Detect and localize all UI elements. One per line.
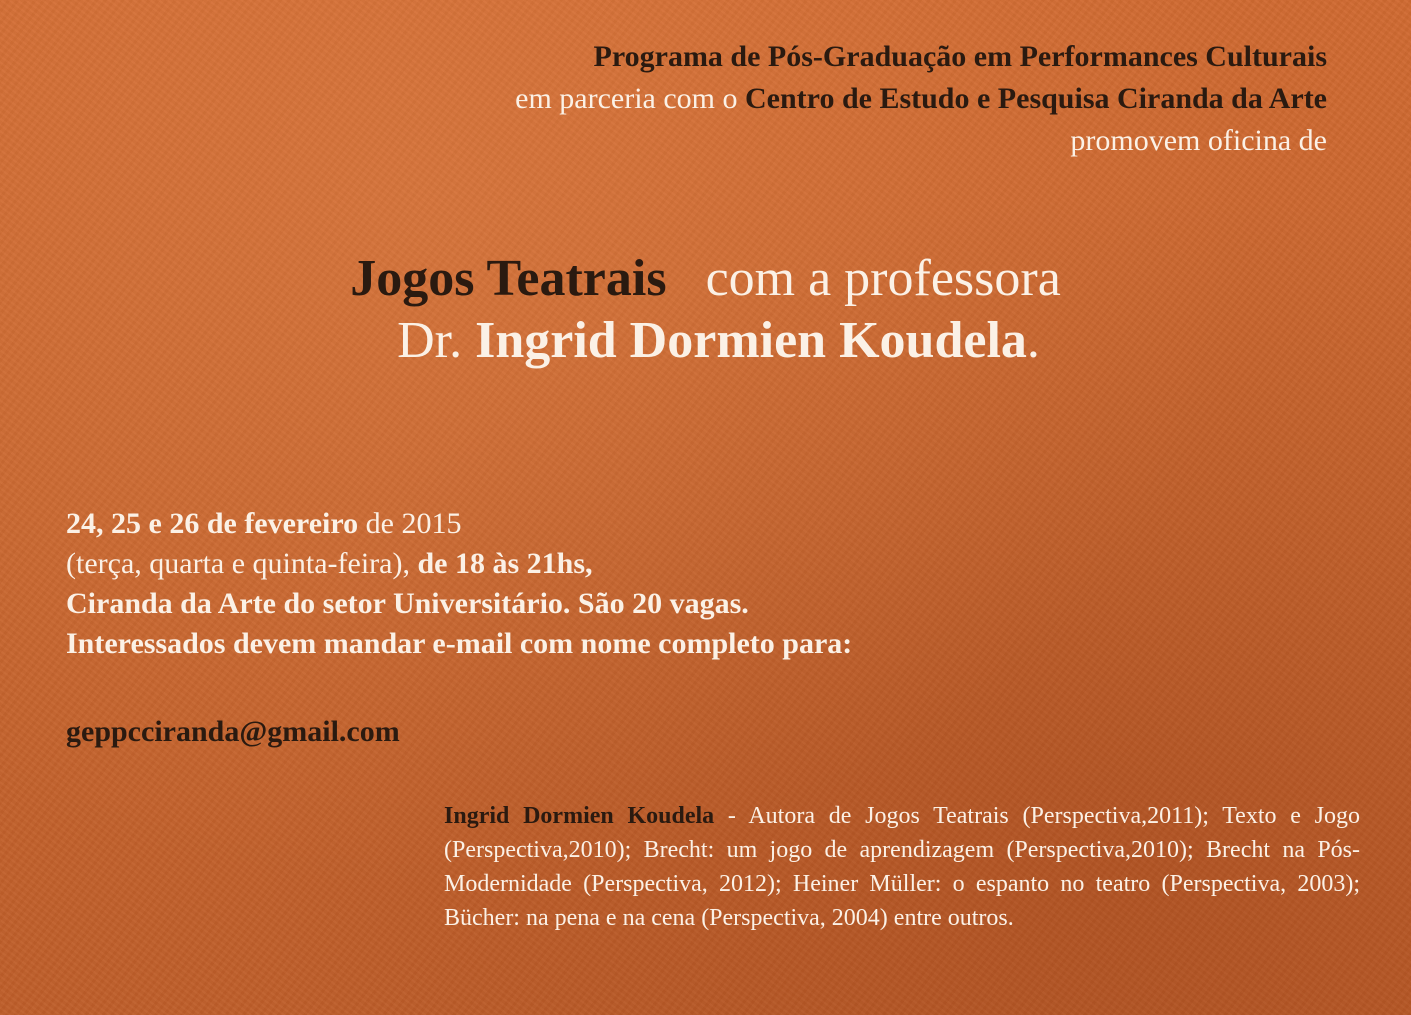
partnership-prefix: em parceria com o	[515, 82, 746, 115]
promote-line: promovem oficina de	[1070, 124, 1327, 157]
partner-org: Centro de Estudo e Pesquisa Ciranda da Arte	[745, 82, 1327, 115]
bio-name: Ingrid Dormien Koudela	[444, 803, 715, 829]
dates-line	[66, 504, 852, 544]
with-teacher: com a professora	[705, 250, 1061, 307]
time: de 18 às 21hs,	[417, 547, 593, 580]
teacher-name: Ingrid Dormien Koudela	[475, 312, 1027, 369]
event-info	[66, 504, 852, 664]
header	[515, 36, 1327, 162]
teacher-bio	[444, 799, 1360, 935]
weekdays: (terça, quarta e quinta-feira),	[66, 547, 418, 580]
instructions: Interessados devem mandar e-mail com nome completo para:	[66, 627, 853, 660]
title-line-1	[0, 248, 1411, 310]
schedule-line	[66, 544, 852, 584]
teacher-suffix: .	[1026, 312, 1040, 369]
workshop-title	[0, 248, 1411, 372]
program-name	[515, 36, 1327, 78]
title-line-2	[0, 310, 1411, 372]
partnership-line	[515, 78, 1327, 120]
location: Ciranda da Arte do setor Universitário. São 20 vagas.	[66, 587, 749, 620]
workshop-name: Jogos Teatrais	[350, 250, 667, 307]
contact-email[interactable]: geppcciranda@gmail.com	[66, 715, 400, 748]
dates: 24, 25 e 26 de fevereiro	[66, 507, 359, 540]
year: de 2015	[358, 507, 462, 540]
teacher-prefix: Dr.	[397, 312, 476, 369]
bio-text: - Autora de Jogos Teatrais (Perspectiva,2011); Texto e Jogo (Perspectiva,2010); Brecht: um jogo de aprendizagem (Perspectiva,2010); Brecht na Pós-Modernidade (Perspectiva, 2012); Heiner Müller: o espanto no teatro (Perspectiva, 2003); Bücher: na pena e na cena (Perspectiva, 2004) entre outros.	[444, 803, 1360, 931]
program-name-text: Programa de Pós-Graduação em Performances Culturais	[593, 40, 1327, 73]
